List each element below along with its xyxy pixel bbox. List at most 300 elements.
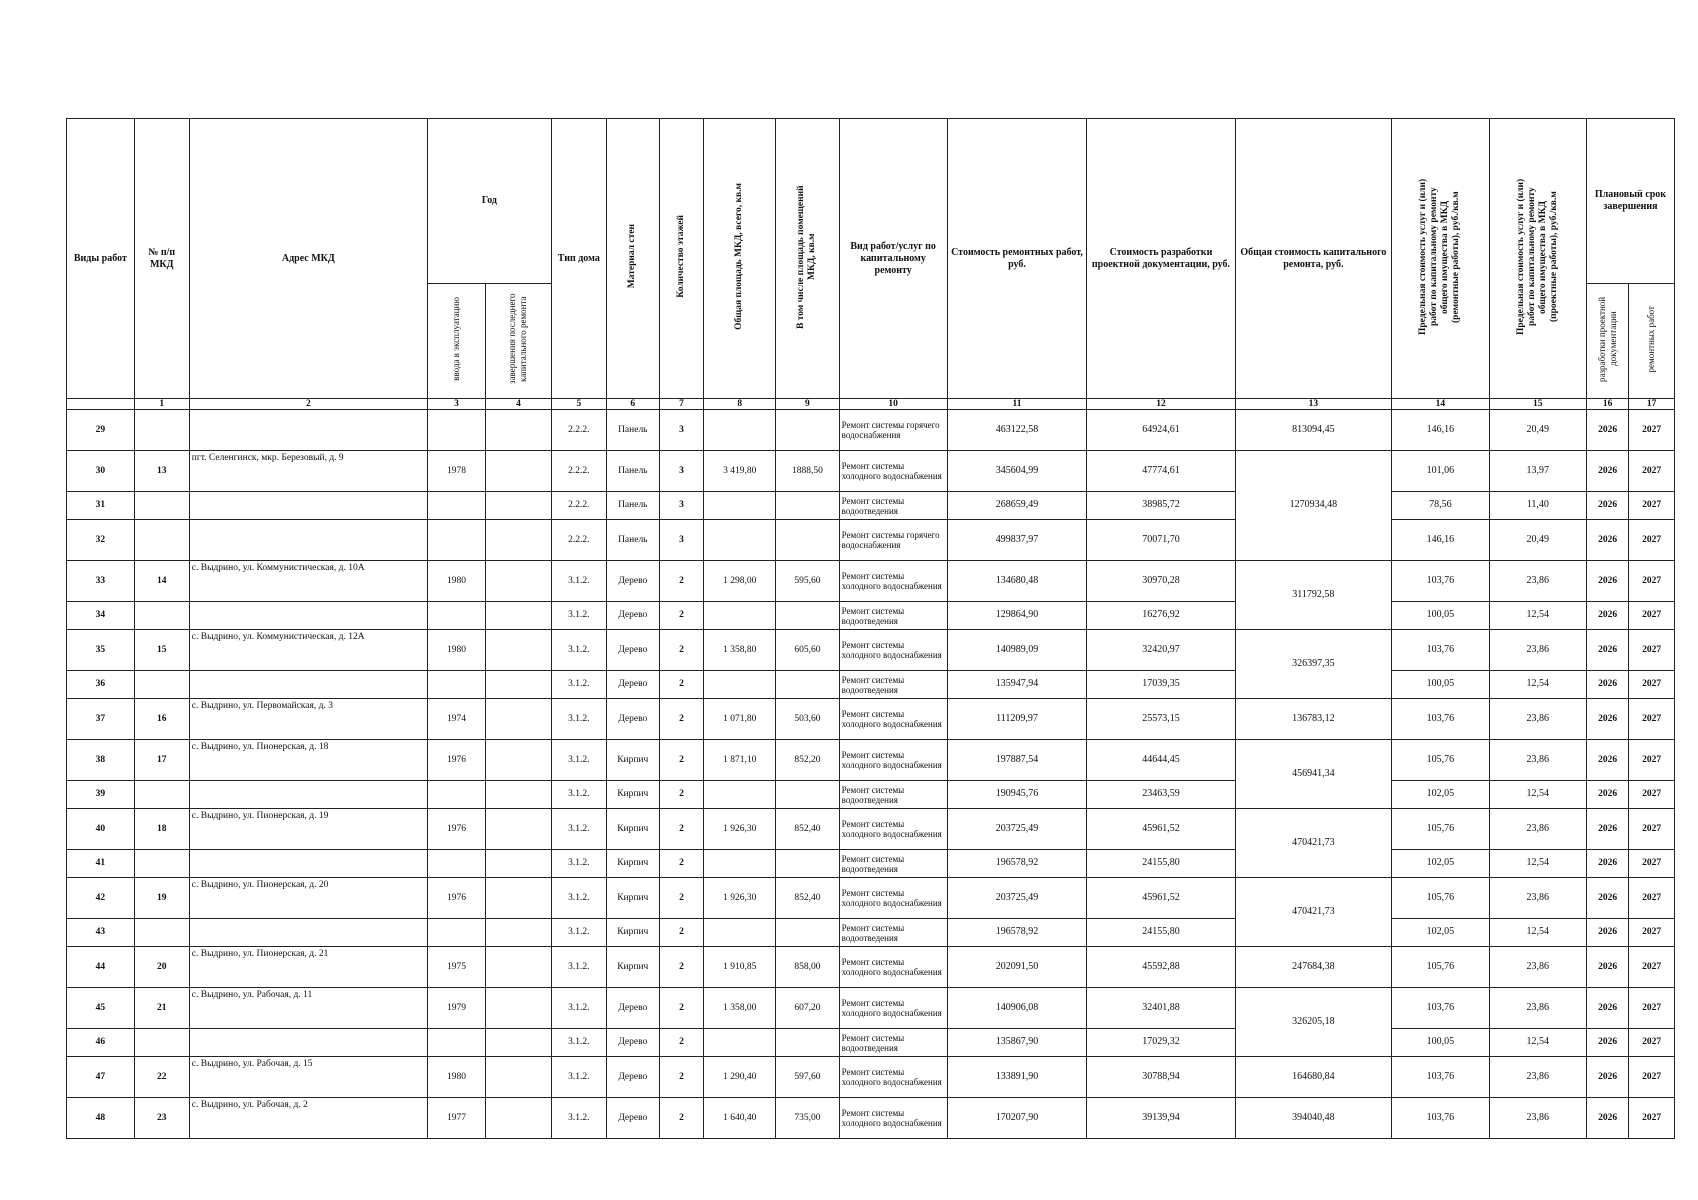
work-type-cell: Ремонт системы холодного водоснабжения bbox=[839, 988, 947, 1029]
header-srok-proekt: разработки проектной документации bbox=[1596, 296, 1618, 382]
repair-cost-cell: 268659,49 bbox=[947, 492, 1087, 520]
year-repair-cell bbox=[486, 740, 552, 781]
premises-area-cell: 735,00 bbox=[776, 1098, 840, 1139]
design-deadline-cell: 2026 bbox=[1586, 671, 1628, 699]
total-area-cell bbox=[704, 919, 776, 947]
floors-cell: 2 bbox=[659, 1029, 703, 1057]
year-built-cell: 1980 bbox=[427, 1057, 485, 1098]
floors-cell: 2 bbox=[659, 809, 703, 850]
mkd-number-cell bbox=[134, 671, 189, 699]
wall-material-cell: Дерево bbox=[606, 1098, 659, 1139]
address-cell bbox=[189, 850, 427, 878]
limit-design-cell: 20,49 bbox=[1489, 520, 1586, 561]
repair-cost-cell: 196578,92 bbox=[947, 850, 1087, 878]
vid-rabot-cell: 29 bbox=[67, 410, 135, 451]
total-area-cell bbox=[704, 1029, 776, 1057]
year-built-cell bbox=[427, 850, 485, 878]
header-stoimost-proekt: Стоимость разработки проектной документации, руб. bbox=[1087, 119, 1235, 399]
header-adres: Адрес МКД bbox=[189, 119, 427, 399]
wall-material-cell: Кирпич bbox=[606, 878, 659, 919]
wall-material-cell: Панель bbox=[606, 410, 659, 451]
house-type-cell: 3.1.2. bbox=[551, 630, 606, 671]
year-built-cell: 1975 bbox=[427, 947, 485, 988]
mkd-number-cell: 22 bbox=[134, 1057, 189, 1098]
mkd-number-cell bbox=[134, 919, 189, 947]
total-area-cell: 1 926,30 bbox=[704, 878, 776, 919]
design-deadline-cell: 2026 bbox=[1586, 410, 1628, 451]
header-god-vvoda: ввода в эксплуатацию bbox=[451, 297, 462, 382]
total-cost-cell: 470421,73 bbox=[1235, 809, 1392, 878]
floors-cell: 3 bbox=[659, 451, 703, 492]
column-number: 9 bbox=[776, 399, 840, 410]
column-number: 16 bbox=[1586, 399, 1628, 410]
header-tip-doma: Тип дома bbox=[551, 119, 606, 399]
design-deadline-cell: 2026 bbox=[1586, 561, 1628, 602]
total-cost-cell: 136783,12 bbox=[1235, 699, 1392, 740]
premises-area-cell: 858,00 bbox=[776, 947, 840, 988]
wall-material-cell: Дерево bbox=[606, 988, 659, 1029]
house-type-cell: 3.1.2. bbox=[551, 878, 606, 919]
address-cell bbox=[189, 602, 427, 630]
design-cost-cell: 45961,52 bbox=[1087, 809, 1235, 850]
repair-cost-cell: 197887,54 bbox=[947, 740, 1087, 781]
floors-cell: 2 bbox=[659, 630, 703, 671]
repair-deadline-cell: 2027 bbox=[1629, 602, 1675, 630]
vid-rabot-cell: 47 bbox=[67, 1057, 135, 1098]
design-deadline-cell: 2026 bbox=[1586, 919, 1628, 947]
limit-repair-cell: 100,05 bbox=[1392, 602, 1489, 630]
repair-deadline-cell: 2027 bbox=[1629, 947, 1675, 988]
work-type-cell: Ремонт системы холодного водоснабжения bbox=[839, 809, 947, 850]
address-cell: с. Выдрино, ул. Рабочая, д. 11 bbox=[189, 988, 427, 1029]
wall-material-cell: Кирпич bbox=[606, 740, 659, 781]
premises-area-cell bbox=[776, 781, 840, 809]
limit-repair-cell: 101,06 bbox=[1392, 451, 1489, 492]
floors-cell: 3 bbox=[659, 520, 703, 561]
header-ploshad-obshaya: Общая площадь МКД, всего, кв.м bbox=[734, 183, 745, 330]
limit-repair-cell: 103,76 bbox=[1392, 1098, 1489, 1139]
repair-cost-cell: 202091,50 bbox=[947, 947, 1087, 988]
house-type-cell: 3.1.2. bbox=[551, 850, 606, 878]
column-number: 3 bbox=[427, 399, 485, 410]
repair-deadline-cell: 2027 bbox=[1629, 878, 1675, 919]
design-cost-cell: 38985,72 bbox=[1087, 492, 1235, 520]
wall-material-cell: Кирпич bbox=[606, 850, 659, 878]
floors-cell: 2 bbox=[659, 740, 703, 781]
mkd-number-cell bbox=[134, 410, 189, 451]
repair-cost-cell: 463122,58 bbox=[947, 410, 1087, 451]
premises-area-cell bbox=[776, 492, 840, 520]
house-type-cell: 2.2.2. bbox=[551, 520, 606, 561]
floors-cell: 2 bbox=[659, 947, 703, 988]
house-type-cell: 3.1.2. bbox=[551, 671, 606, 699]
table-row bbox=[67, 410, 1675, 451]
header-god: Год bbox=[427, 119, 551, 284]
premises-area-cell: 503,60 bbox=[776, 699, 840, 740]
work-type-cell: Ремонт системы холодного водоснабжения bbox=[839, 451, 947, 492]
mkd-number-cell: 23 bbox=[134, 1098, 189, 1139]
table-row bbox=[67, 809, 1675, 850]
repair-cost-cell: 203725,49 bbox=[947, 878, 1087, 919]
total-cost-cell: 813094,45 bbox=[1235, 410, 1392, 451]
limit-repair-cell: 78,56 bbox=[1392, 492, 1489, 520]
repair-deadline-cell: 2027 bbox=[1629, 520, 1675, 561]
limit-repair-cell: 105,76 bbox=[1392, 809, 1489, 850]
total-area-cell bbox=[704, 492, 776, 520]
table-row bbox=[67, 602, 1675, 630]
design-cost-cell: 24155,80 bbox=[1087, 850, 1235, 878]
premises-area-cell: 1888,50 bbox=[776, 451, 840, 492]
house-type-cell: 3.1.2. bbox=[551, 602, 606, 630]
floors-cell: 2 bbox=[659, 988, 703, 1029]
year-built-cell: 1976 bbox=[427, 809, 485, 850]
design-cost-cell: 39139,94 bbox=[1087, 1098, 1235, 1139]
wall-material-cell: Дерево bbox=[606, 671, 659, 699]
design-cost-cell: 30970,28 bbox=[1087, 561, 1235, 602]
work-type-cell: Ремонт системы водоотведения bbox=[839, 781, 947, 809]
address-cell: пгт. Селенгинск, мкр. Березовый, д. 9 bbox=[189, 451, 427, 492]
total-area-cell: 1 290,40 bbox=[704, 1057, 776, 1098]
repair-cost-cell: 134680,48 bbox=[947, 561, 1087, 602]
total-area-cell bbox=[704, 410, 776, 451]
year-repair-cell bbox=[486, 1098, 552, 1139]
year-built-cell bbox=[427, 602, 485, 630]
limit-design-cell: 12,54 bbox=[1489, 602, 1586, 630]
mkd-number-cell: 15 bbox=[134, 630, 189, 671]
house-type-cell: 3.1.2. bbox=[551, 809, 606, 850]
design-cost-cell: 17029,32 bbox=[1087, 1029, 1235, 1057]
header-pred-proekt: Предельная стоимость услуг и (или) работ по капитальному ремонту общего имущества в МКД (проектные работы), руб./кв.м bbox=[1515, 178, 1559, 335]
total-cost-cell: 1270934,48 bbox=[1235, 451, 1392, 561]
mkd-number-cell: 19 bbox=[134, 878, 189, 919]
header-srok-remont: ремонтных работ bbox=[1646, 306, 1657, 373]
column-number: 12 bbox=[1087, 399, 1235, 410]
work-type-cell: Ремонт системы горячего водоснабжения bbox=[839, 410, 947, 451]
header-row-main bbox=[67, 119, 1675, 284]
total-cost-cell: 456941,34 bbox=[1235, 740, 1392, 809]
work-type-cell: Ремонт системы холодного водоснабжения bbox=[839, 1057, 947, 1098]
header-vid-rabot: Виды работ bbox=[67, 119, 135, 399]
limit-repair-cell: 103,76 bbox=[1392, 988, 1489, 1029]
repair-cost-cell: 135867,90 bbox=[947, 1029, 1087, 1057]
limit-repair-cell: 105,76 bbox=[1392, 947, 1489, 988]
design-deadline-cell: 2026 bbox=[1586, 781, 1628, 809]
repair-deadline-cell: 2027 bbox=[1629, 630, 1675, 671]
limit-design-cell: 12,54 bbox=[1489, 671, 1586, 699]
year-repair-cell bbox=[486, 602, 552, 630]
total-area-cell bbox=[704, 781, 776, 809]
year-repair-cell bbox=[486, 919, 552, 947]
work-type-cell: Ремонт системы холодного водоснабжения bbox=[839, 699, 947, 740]
limit-design-cell: 23,86 bbox=[1489, 561, 1586, 602]
house-type-cell: 2.2.2. bbox=[551, 492, 606, 520]
work-type-cell: Ремонт системы холодного водоснабжения bbox=[839, 947, 947, 988]
limit-repair-cell: 102,05 bbox=[1392, 781, 1489, 809]
design-cost-cell: 23463,59 bbox=[1087, 781, 1235, 809]
limit-design-cell: 12,54 bbox=[1489, 850, 1586, 878]
total-area-cell: 1 640,40 bbox=[704, 1098, 776, 1139]
floors-cell: 3 bbox=[659, 492, 703, 520]
repair-deadline-cell: 2027 bbox=[1629, 451, 1675, 492]
column-number: 2 bbox=[189, 399, 427, 410]
address-cell bbox=[189, 781, 427, 809]
vid-rabot-cell: 34 bbox=[67, 602, 135, 630]
year-built-cell: 1976 bbox=[427, 740, 485, 781]
vid-rabot-cell: 32 bbox=[67, 520, 135, 561]
table-row bbox=[67, 451, 1675, 492]
total-area-cell: 1 910,85 bbox=[704, 947, 776, 988]
header-etazhi: Количество этажей bbox=[675, 215, 686, 298]
house-type-cell: 3.1.2. bbox=[551, 1098, 606, 1139]
vid-rabot-cell: 41 bbox=[67, 850, 135, 878]
limit-repair-cell: 105,76 bbox=[1392, 878, 1489, 919]
column-number: 10 bbox=[839, 399, 947, 410]
mkd-number-cell: 14 bbox=[134, 561, 189, 602]
limit-repair-cell: 103,76 bbox=[1392, 561, 1489, 602]
limit-repair-cell: 100,05 bbox=[1392, 1029, 1489, 1057]
limit-design-cell: 23,86 bbox=[1489, 699, 1586, 740]
house-type-cell: 3.1.2. bbox=[551, 1029, 606, 1057]
design-cost-cell: 30788,94 bbox=[1087, 1057, 1235, 1098]
floors-cell: 2 bbox=[659, 850, 703, 878]
table-row bbox=[67, 850, 1675, 878]
repair-cost-cell: 170207,90 bbox=[947, 1098, 1087, 1139]
address-cell: с. Выдрино, ул. Первомайская, д. 3 bbox=[189, 699, 427, 740]
floors-cell: 2 bbox=[659, 671, 703, 699]
total-cost-cell: 247684,38 bbox=[1235, 947, 1392, 988]
vid-rabot-cell: 31 bbox=[67, 492, 135, 520]
limit-repair-cell: 100,05 bbox=[1392, 671, 1489, 699]
address-cell bbox=[189, 671, 427, 699]
column-number: 13 bbox=[1235, 399, 1392, 410]
premises-area-cell: 852,20 bbox=[776, 740, 840, 781]
total-area-cell bbox=[704, 671, 776, 699]
design-deadline-cell: 2026 bbox=[1586, 1057, 1628, 1098]
design-cost-cell: 44644,45 bbox=[1087, 740, 1235, 781]
table-row bbox=[67, 1029, 1675, 1057]
design-cost-cell: 45592,88 bbox=[1087, 947, 1235, 988]
table-row bbox=[67, 630, 1675, 671]
work-type-cell: Ремонт системы холодного водоснабжения bbox=[839, 878, 947, 919]
table-row bbox=[67, 1057, 1675, 1098]
work-type-cell: Ремонт системы водоотведения bbox=[839, 919, 947, 947]
limit-repair-cell: 103,76 bbox=[1392, 630, 1489, 671]
table-row bbox=[67, 740, 1675, 781]
wall-material-cell: Панель bbox=[606, 451, 659, 492]
table-row bbox=[67, 492, 1675, 520]
work-type-cell: Ремонт системы холодного водоснабжения bbox=[839, 561, 947, 602]
total-cost-cell: 394040,48 bbox=[1235, 1098, 1392, 1139]
repair-cost-cell: 140906,08 bbox=[947, 988, 1087, 1029]
vid-rabot-cell: 43 bbox=[67, 919, 135, 947]
design-cost-cell: 64924,61 bbox=[1087, 410, 1235, 451]
year-repair-cell bbox=[486, 850, 552, 878]
design-cost-cell: 32401,88 bbox=[1087, 988, 1235, 1029]
year-built-cell: 1979 bbox=[427, 988, 485, 1029]
limit-repair-cell: 146,16 bbox=[1392, 410, 1489, 451]
limit-design-cell: 20,49 bbox=[1489, 410, 1586, 451]
vid-rabot-cell: 36 bbox=[67, 671, 135, 699]
floors-cell: 2 bbox=[659, 1057, 703, 1098]
year-repair-cell bbox=[486, 1057, 552, 1098]
address-cell bbox=[189, 492, 427, 520]
header-god-remont: завершения последнего капитального ремонта bbox=[507, 294, 529, 385]
design-cost-cell: 25573,15 bbox=[1087, 699, 1235, 740]
year-built-cell: 1980 bbox=[427, 630, 485, 671]
design-cost-cell: 17039,35 bbox=[1087, 671, 1235, 699]
column-number: 8 bbox=[704, 399, 776, 410]
column-number-row bbox=[67, 399, 1675, 410]
address-cell: с. Выдрино, ул. Пионерская, д. 21 bbox=[189, 947, 427, 988]
table-row bbox=[67, 919, 1675, 947]
address-cell bbox=[189, 1029, 427, 1057]
vid-rabot-cell: 44 bbox=[67, 947, 135, 988]
wall-material-cell: Дерево bbox=[606, 1057, 659, 1098]
year-built-cell bbox=[427, 520, 485, 561]
total-area-cell bbox=[704, 520, 776, 561]
repair-deadline-cell: 2027 bbox=[1629, 988, 1675, 1029]
floors-cell: 2 bbox=[659, 781, 703, 809]
premises-area-cell bbox=[776, 410, 840, 451]
address-cell: с. Выдрино, ул. Пионерская, д. 19 bbox=[189, 809, 427, 850]
repair-cost-cell: 133891,90 bbox=[947, 1057, 1087, 1098]
wall-material-cell: Дерево bbox=[606, 699, 659, 740]
vid-rabot-cell: 30 bbox=[67, 451, 135, 492]
table-row bbox=[67, 988, 1675, 1029]
premises-area-cell bbox=[776, 520, 840, 561]
year-repair-cell bbox=[486, 809, 552, 850]
floors-cell: 2 bbox=[659, 1098, 703, 1139]
wall-material-cell: Дерево bbox=[606, 602, 659, 630]
year-built-cell: 1977 bbox=[427, 1098, 485, 1139]
repair-deadline-cell: 2027 bbox=[1629, 671, 1675, 699]
column-number: 1 bbox=[134, 399, 189, 410]
floors-cell: 2 bbox=[659, 699, 703, 740]
limit-design-cell: 12,54 bbox=[1489, 1029, 1586, 1057]
year-built-cell bbox=[427, 781, 485, 809]
year-built-cell: 1974 bbox=[427, 699, 485, 740]
design-deadline-cell: 2026 bbox=[1586, 988, 1628, 1029]
wall-material-cell: Кирпич bbox=[606, 809, 659, 850]
repair-cost-cell: 111209,97 bbox=[947, 699, 1087, 740]
vid-rabot-cell: 35 bbox=[67, 630, 135, 671]
mkd-number-cell bbox=[134, 492, 189, 520]
premises-area-cell bbox=[776, 919, 840, 947]
work-type-cell: Ремонт системы холодного водоснабжения bbox=[839, 630, 947, 671]
column-number: 6 bbox=[606, 399, 659, 410]
limit-repair-cell: 102,05 bbox=[1392, 919, 1489, 947]
repair-deadline-cell: 2027 bbox=[1629, 699, 1675, 740]
total-area-cell: 1 358,00 bbox=[704, 988, 776, 1029]
mkd-number-cell bbox=[134, 520, 189, 561]
repair-deadline-cell: 2027 bbox=[1629, 492, 1675, 520]
mkd-number-cell: 16 bbox=[134, 699, 189, 740]
table-row bbox=[67, 781, 1675, 809]
year-repair-cell bbox=[486, 671, 552, 699]
premises-area-cell: 605,60 bbox=[776, 630, 840, 671]
premises-area-cell: 597,60 bbox=[776, 1057, 840, 1098]
header-obshaya-stoimost: Общая стоимость капитального ремонта, руб. bbox=[1235, 119, 1392, 399]
floors-cell: 3 bbox=[659, 410, 703, 451]
limit-design-cell: 23,86 bbox=[1489, 947, 1586, 988]
repair-cost-cell: 129864,90 bbox=[947, 602, 1087, 630]
vid-rabot-cell: 42 bbox=[67, 878, 135, 919]
mkd-number-cell: 20 bbox=[134, 947, 189, 988]
mkd-number-cell: 21 bbox=[134, 988, 189, 1029]
table-row bbox=[67, 947, 1675, 988]
year-repair-cell bbox=[486, 410, 552, 451]
repair-deadline-cell: 2027 bbox=[1629, 1057, 1675, 1098]
column-number: 14 bbox=[1392, 399, 1489, 410]
address-cell bbox=[189, 410, 427, 451]
work-type-cell: Ремонт системы водоотведения bbox=[839, 1029, 947, 1057]
design-deadline-cell: 2026 bbox=[1586, 699, 1628, 740]
total-area-cell: 3 419,80 bbox=[704, 451, 776, 492]
year-built-cell: 1976 bbox=[427, 878, 485, 919]
design-cost-cell: 16276,92 bbox=[1087, 602, 1235, 630]
premises-area-cell bbox=[776, 602, 840, 630]
house-type-cell: 2.2.2. bbox=[551, 410, 606, 451]
wall-material-cell: Панель bbox=[606, 492, 659, 520]
year-built-cell: 1980 bbox=[427, 561, 485, 602]
house-type-cell: 3.1.2. bbox=[551, 781, 606, 809]
design-deadline-cell: 2026 bbox=[1586, 602, 1628, 630]
house-type-cell: 2.2.2. bbox=[551, 451, 606, 492]
address-cell: с. Выдрино, ул. Пионерская, д. 20 bbox=[189, 878, 427, 919]
mkd-number-cell bbox=[134, 602, 189, 630]
mkd-number-cell: 17 bbox=[134, 740, 189, 781]
table-row bbox=[67, 1098, 1675, 1139]
column-number: 7 bbox=[659, 399, 703, 410]
total-cost-cell: 470421,73 bbox=[1235, 878, 1392, 947]
column-number: 11 bbox=[947, 399, 1087, 410]
total-area-cell: 1 358,80 bbox=[704, 630, 776, 671]
address-cell bbox=[189, 919, 427, 947]
limit-design-cell: 23,86 bbox=[1489, 988, 1586, 1029]
house-type-cell: 3.1.2. bbox=[551, 740, 606, 781]
year-repair-cell bbox=[486, 1029, 552, 1057]
repair-cost-cell: 345604,99 bbox=[947, 451, 1087, 492]
table-row bbox=[67, 671, 1675, 699]
repair-deadline-cell: 2027 bbox=[1629, 561, 1675, 602]
design-cost-cell: 45961,52 bbox=[1087, 878, 1235, 919]
year-built-cell bbox=[427, 410, 485, 451]
year-built-cell bbox=[427, 492, 485, 520]
year-repair-cell bbox=[486, 988, 552, 1029]
design-deadline-cell: 2026 bbox=[1586, 878, 1628, 919]
header-ploshad-pomesh: В том числе площадь помещений МКД, кв.м bbox=[796, 184, 818, 329]
total-area-cell: 1 298,00 bbox=[704, 561, 776, 602]
header-pred-remont: Предельная стоимость услуг и (или) работ по капитальному ремонту общего имущества в МКД (ремонтные работы), руб./кв.м bbox=[1418, 178, 1462, 335]
total-area-cell: 1 071,80 bbox=[704, 699, 776, 740]
table-body bbox=[67, 410, 1675, 1139]
premises-area-cell bbox=[776, 850, 840, 878]
work-type-cell: Ремонт системы водоотведения bbox=[839, 671, 947, 699]
total-cost-cell: 326397,35 bbox=[1235, 630, 1392, 699]
address-cell: с. Выдрино, ул. Рабочая, д. 15 bbox=[189, 1057, 427, 1098]
table-row bbox=[67, 878, 1675, 919]
year-built-cell bbox=[427, 1029, 485, 1057]
year-repair-cell bbox=[486, 699, 552, 740]
design-deadline-cell: 2026 bbox=[1586, 740, 1628, 781]
limit-design-cell: 23,86 bbox=[1489, 740, 1586, 781]
limit-design-cell: 23,86 bbox=[1489, 1057, 1586, 1098]
mkd-number-cell bbox=[134, 781, 189, 809]
repair-cost-cell: 499837,97 bbox=[947, 520, 1087, 561]
year-repair-cell bbox=[486, 451, 552, 492]
vid-rabot-cell: 38 bbox=[67, 740, 135, 781]
column-number: 5 bbox=[551, 399, 606, 410]
